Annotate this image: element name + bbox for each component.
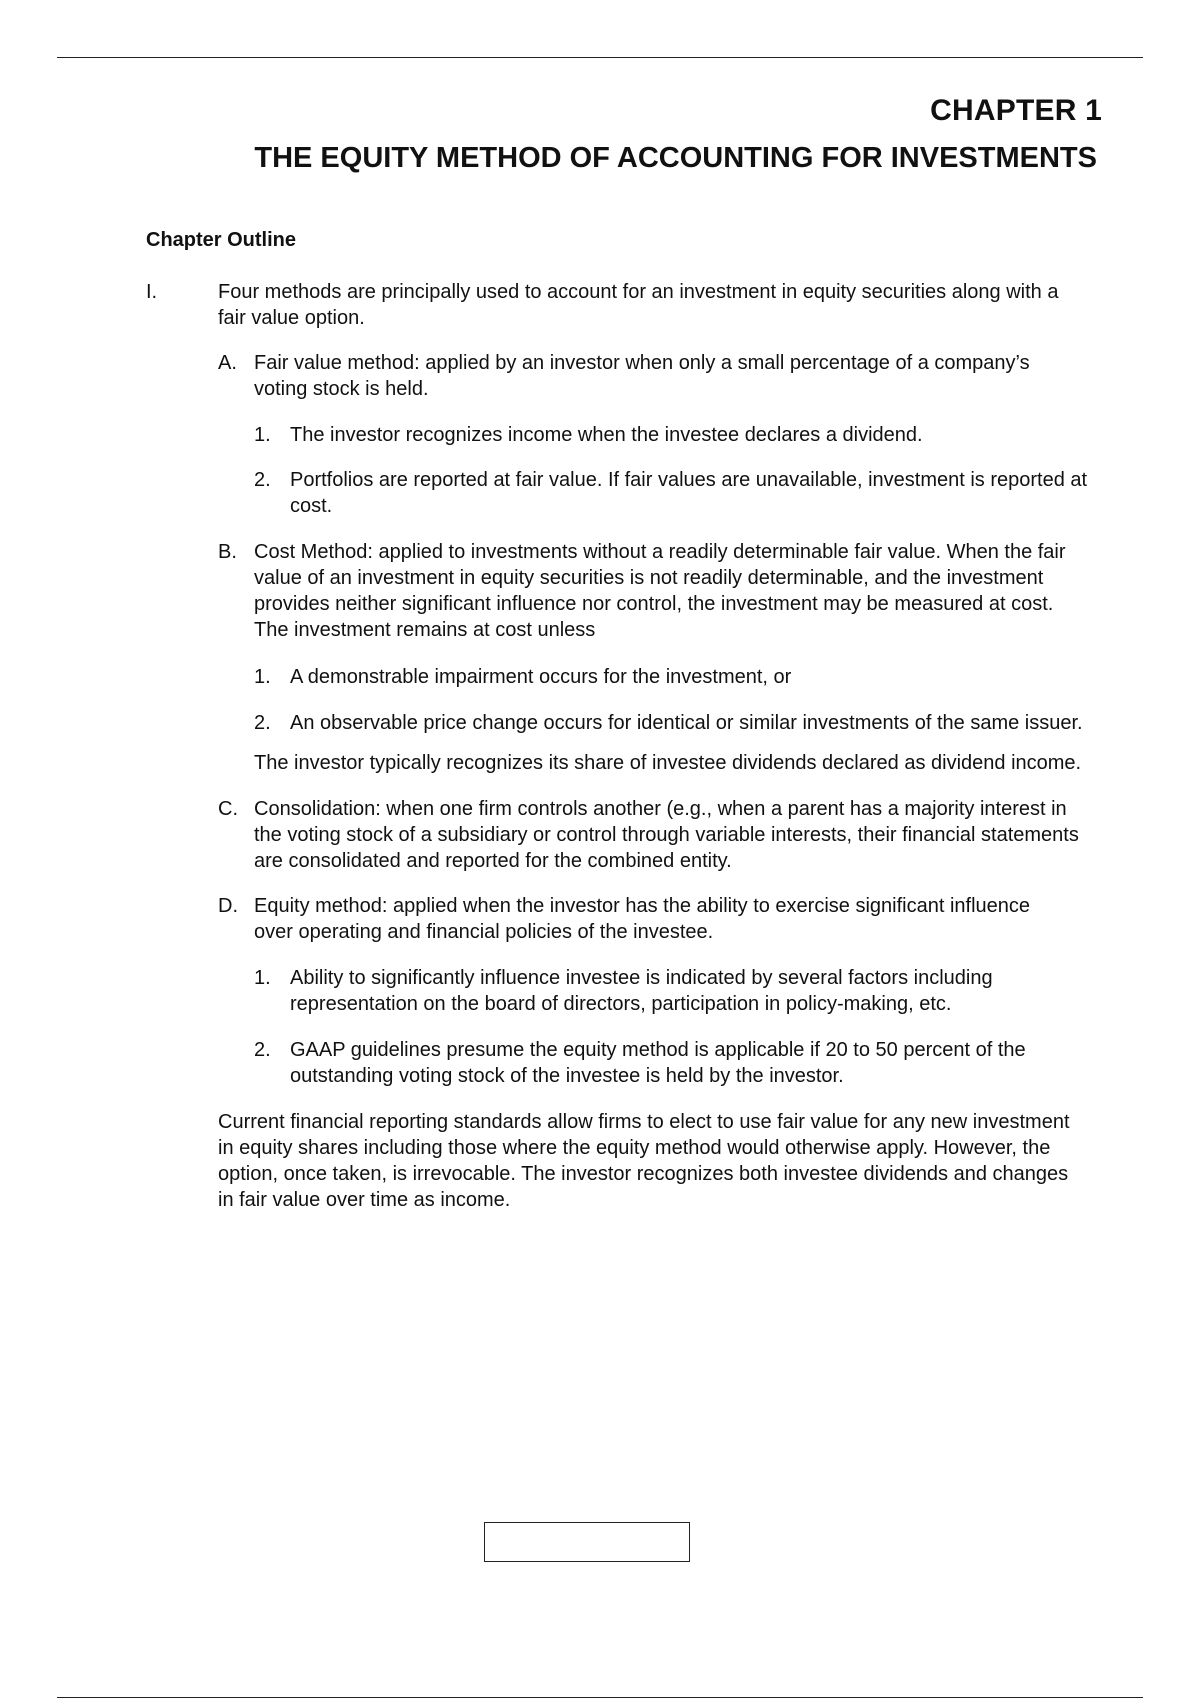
- item-b-marker: B.: [218, 541, 237, 563]
- item-c: [218, 796, 1088, 874]
- item-b-note: The investor typically recognizes its share of investee dividends declared as dividend income.: [254, 752, 1082, 774]
- item-b-sub-1-text: A demonstrable impairment occurs for the investment, or: [290, 666, 792, 688]
- item-d-marker: D.: [218, 895, 238, 917]
- item-d-sub-2-text: GAAP guidelines presume the equity method is applicable if 20 to 50 percent of the outstanding voting stock of the investee is held by the investor.: [290, 1039, 1026, 1087]
- section-i-text: Four methods are principally used to account for an investment in equity securities along with a fair value option.: [218, 281, 1059, 329]
- item-a-sub-2: [254, 467, 1106, 519]
- item-b-text: Cost Method: applied to investments without a readily determinable fair value. When the fair value of an investment in equity securities is not readily determinable, and the investment provides neither significant influence nor control, the investment may be measured at cost. The investment remains at cost unless: [254, 541, 1066, 641]
- item-b: [218, 539, 1088, 643]
- section-i-marker: I.: [146, 281, 158, 303]
- chapter-number: CHAPTER 1: [930, 94, 1102, 127]
- outline-content: [146, 279, 1106, 1213]
- top-rule: [57, 57, 1143, 58]
- page-number-box: [484, 1522, 690, 1562]
- item-c-marker: C.: [218, 798, 238, 820]
- item-d: [218, 893, 1088, 945]
- item-a-sub-1-text: The investor recognizes income when the investee declares a dividend.: [290, 424, 923, 446]
- item-d-sub-1-text: Ability to significantly influence investee is indicated by several factors including representation on the board of directors, participation in policy-making, etc.: [290, 967, 993, 1015]
- closing-paragraph: Current financial reporting standards allow firms to elect to use fair value for any new investment in equity shares including those where the equity method would otherwise apply. However, the option, once taken, is irrevocable. The investor recognizes both investee dividends and changes in fair value over time as income.: [218, 1111, 1070, 1211]
- item-d-text: Equity method: applied when the investor has the ability to exercise significant influence over operating and financial policies of the investee.: [254, 895, 1031, 943]
- item-d-sub-2-marker: 2.: [254, 1039, 271, 1061]
- item-a: [218, 350, 1088, 402]
- section-i: [146, 279, 1106, 331]
- chapter-title: THE EQUITY METHOD OF ACCOUNTING FOR INVESTMENTS: [254, 142, 1097, 174]
- item-d-sub-1: [254, 965, 1106, 1017]
- item-a-marker: A.: [218, 352, 237, 374]
- outline-heading: Chapter Outline: [146, 229, 297, 251]
- item-b-sub-2-text: An observable price change occurs for identical or similar investments of the same issuer.: [290, 712, 1083, 734]
- item-a-sub-1-marker: 1.: [254, 424, 271, 446]
- bottom-rule: [57, 1697, 1143, 1698]
- item-d-sub-1-marker: 1.: [254, 967, 271, 989]
- item-a-sub-2-marker: 2.: [254, 469, 271, 491]
- item-a-sub-2-text: Portfolios are reported at fair value. If fair values are unavailable, investment is reported at cost.: [290, 469, 1088, 517]
- item-c-text: Consolidation: when one firm controls another (e.g., when a parent has a majority interest in the voting stock of a subsidiary or control through variable interests, their financial statements are consolidated and reported for the combined entity.: [254, 798, 1079, 872]
- item-a-sub-1: [254, 422, 1106, 448]
- item-a-text: Fair value method: applied by an investor when only a small percentage of a company’s voting stock is held.: [254, 352, 1030, 400]
- item-b-sub-2: [254, 710, 1106, 736]
- item-b-sub-1: [254, 664, 1106, 690]
- item-b-sub-1-marker: 1.: [254, 666, 271, 688]
- item-b-sub-2-marker: 2.: [254, 712, 271, 734]
- item-d-sub-2: [254, 1037, 1106, 1089]
